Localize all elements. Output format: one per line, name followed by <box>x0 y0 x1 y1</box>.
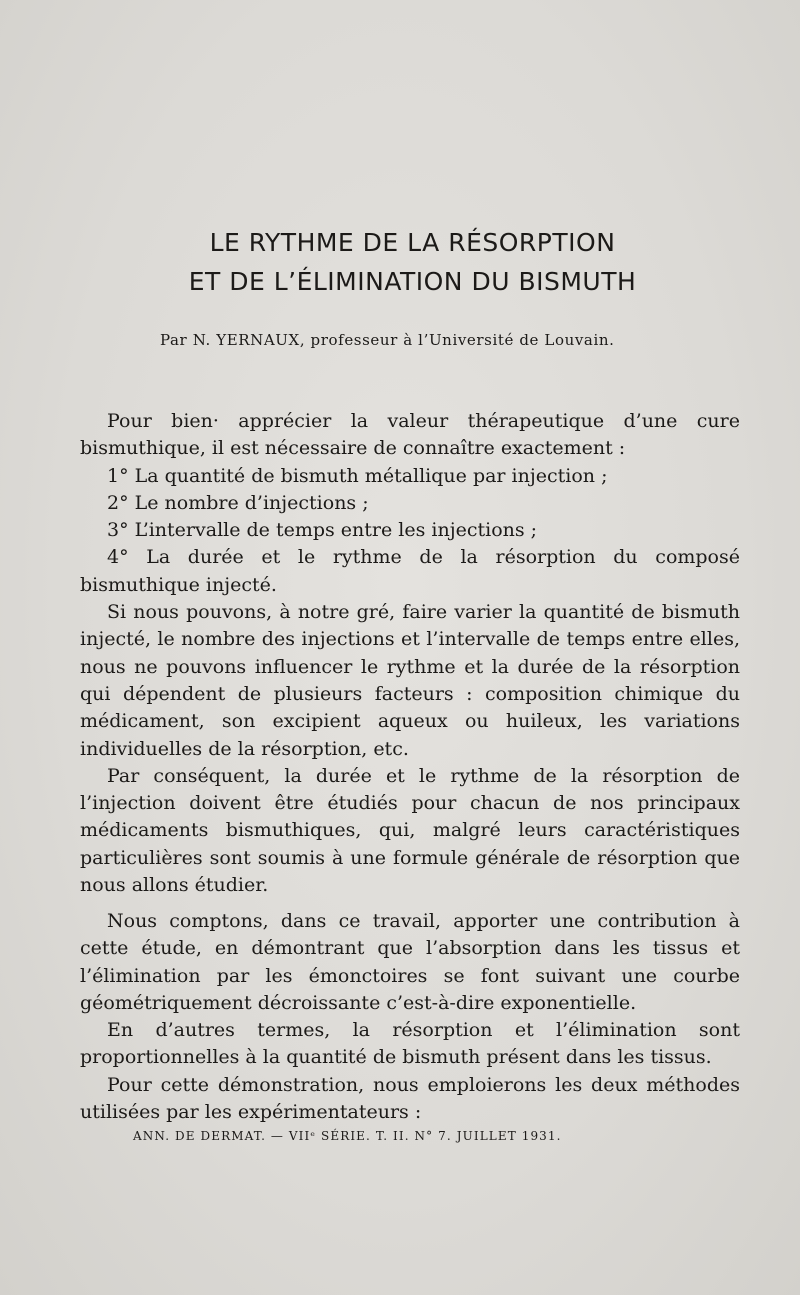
list-item-4: 4° La durée et le rythme de la résorption du composé bismuthique injecté. <box>80 546 740 596</box>
article-title-line-1: LE RYTHME DE LA RÉSORPTION <box>209 228 616 257</box>
article-title-line-2: ET DE L’ÉLIMINATION DU BISMUTH <box>188 267 637 296</box>
paragraph-methods: Pour cette démonstration, nous emploierons les deux méthodes utilisées par les expérimentateurs : <box>80 1073 740 1124</box>
list-item-3: 3° L’intervalle de temps entre les injections ; <box>107 519 538 542</box>
author-byline: Par N. YERNAUX, professeur à l’Université de Louvain. <box>160 331 615 349</box>
paragraph-consequence: Par conséquent, la durée et le rythme de la résorption de l’injection doivent être étudiés pour chacun de nos principaux médicaments bismuthiques, qui, malgré leurs caractéristiques particulières sont soumis à une formule générale de résorption que nous allons étudier. <box>80 764 740 897</box>
list-item-2: 2° Le nombre d’injections ; <box>107 491 369 514</box>
paragraph-factors: Si nous pouvons, à notre gré, faire varier la quantité de bismuth injecté, le nombre des injections et l’intervalle de temps entre elles, nous ne pouvons influencer le rythme et la durée de la résorption qui dépendent de plusieurs facteurs : composition chimique du médicament, son excipient aqueux ou huileux, les variations individuelles de la résorption, etc. <box>80 601 740 760</box>
paragraph-other-terms: En d’autres termes, la résorption et l’élimination sont proportionnelles à la quantité de bismuth présent dans les tissus. <box>80 1019 740 1069</box>
paragraph-contribution: Nous comptons, dans ce travail, apporter une contribution à cette étude, en démontrant que l’absorption dans les tissus et l’élimination par les émonctoires se font suivant une courbe géométriquement décroissante c’est-à-dire exponentielle. <box>80 910 740 1014</box>
list-item-1: 1° La quantité de bismuth métallique par injection ; <box>107 464 608 487</box>
journal-citation-footer: ANN. DE DERMAT. — VIIᵉ SÉRIE. T. II. N° 7. JUILLET 1931. <box>133 1129 562 1143</box>
body-section-2 <box>80 908 740 1126</box>
body-section-1 <box>80 408 740 899</box>
paragraph-intro: Pour bien· apprécier la valeur thérapeutique d’une cure bismuthique, il est nécessaire de connaître exactement : <box>80 410 740 460</box>
